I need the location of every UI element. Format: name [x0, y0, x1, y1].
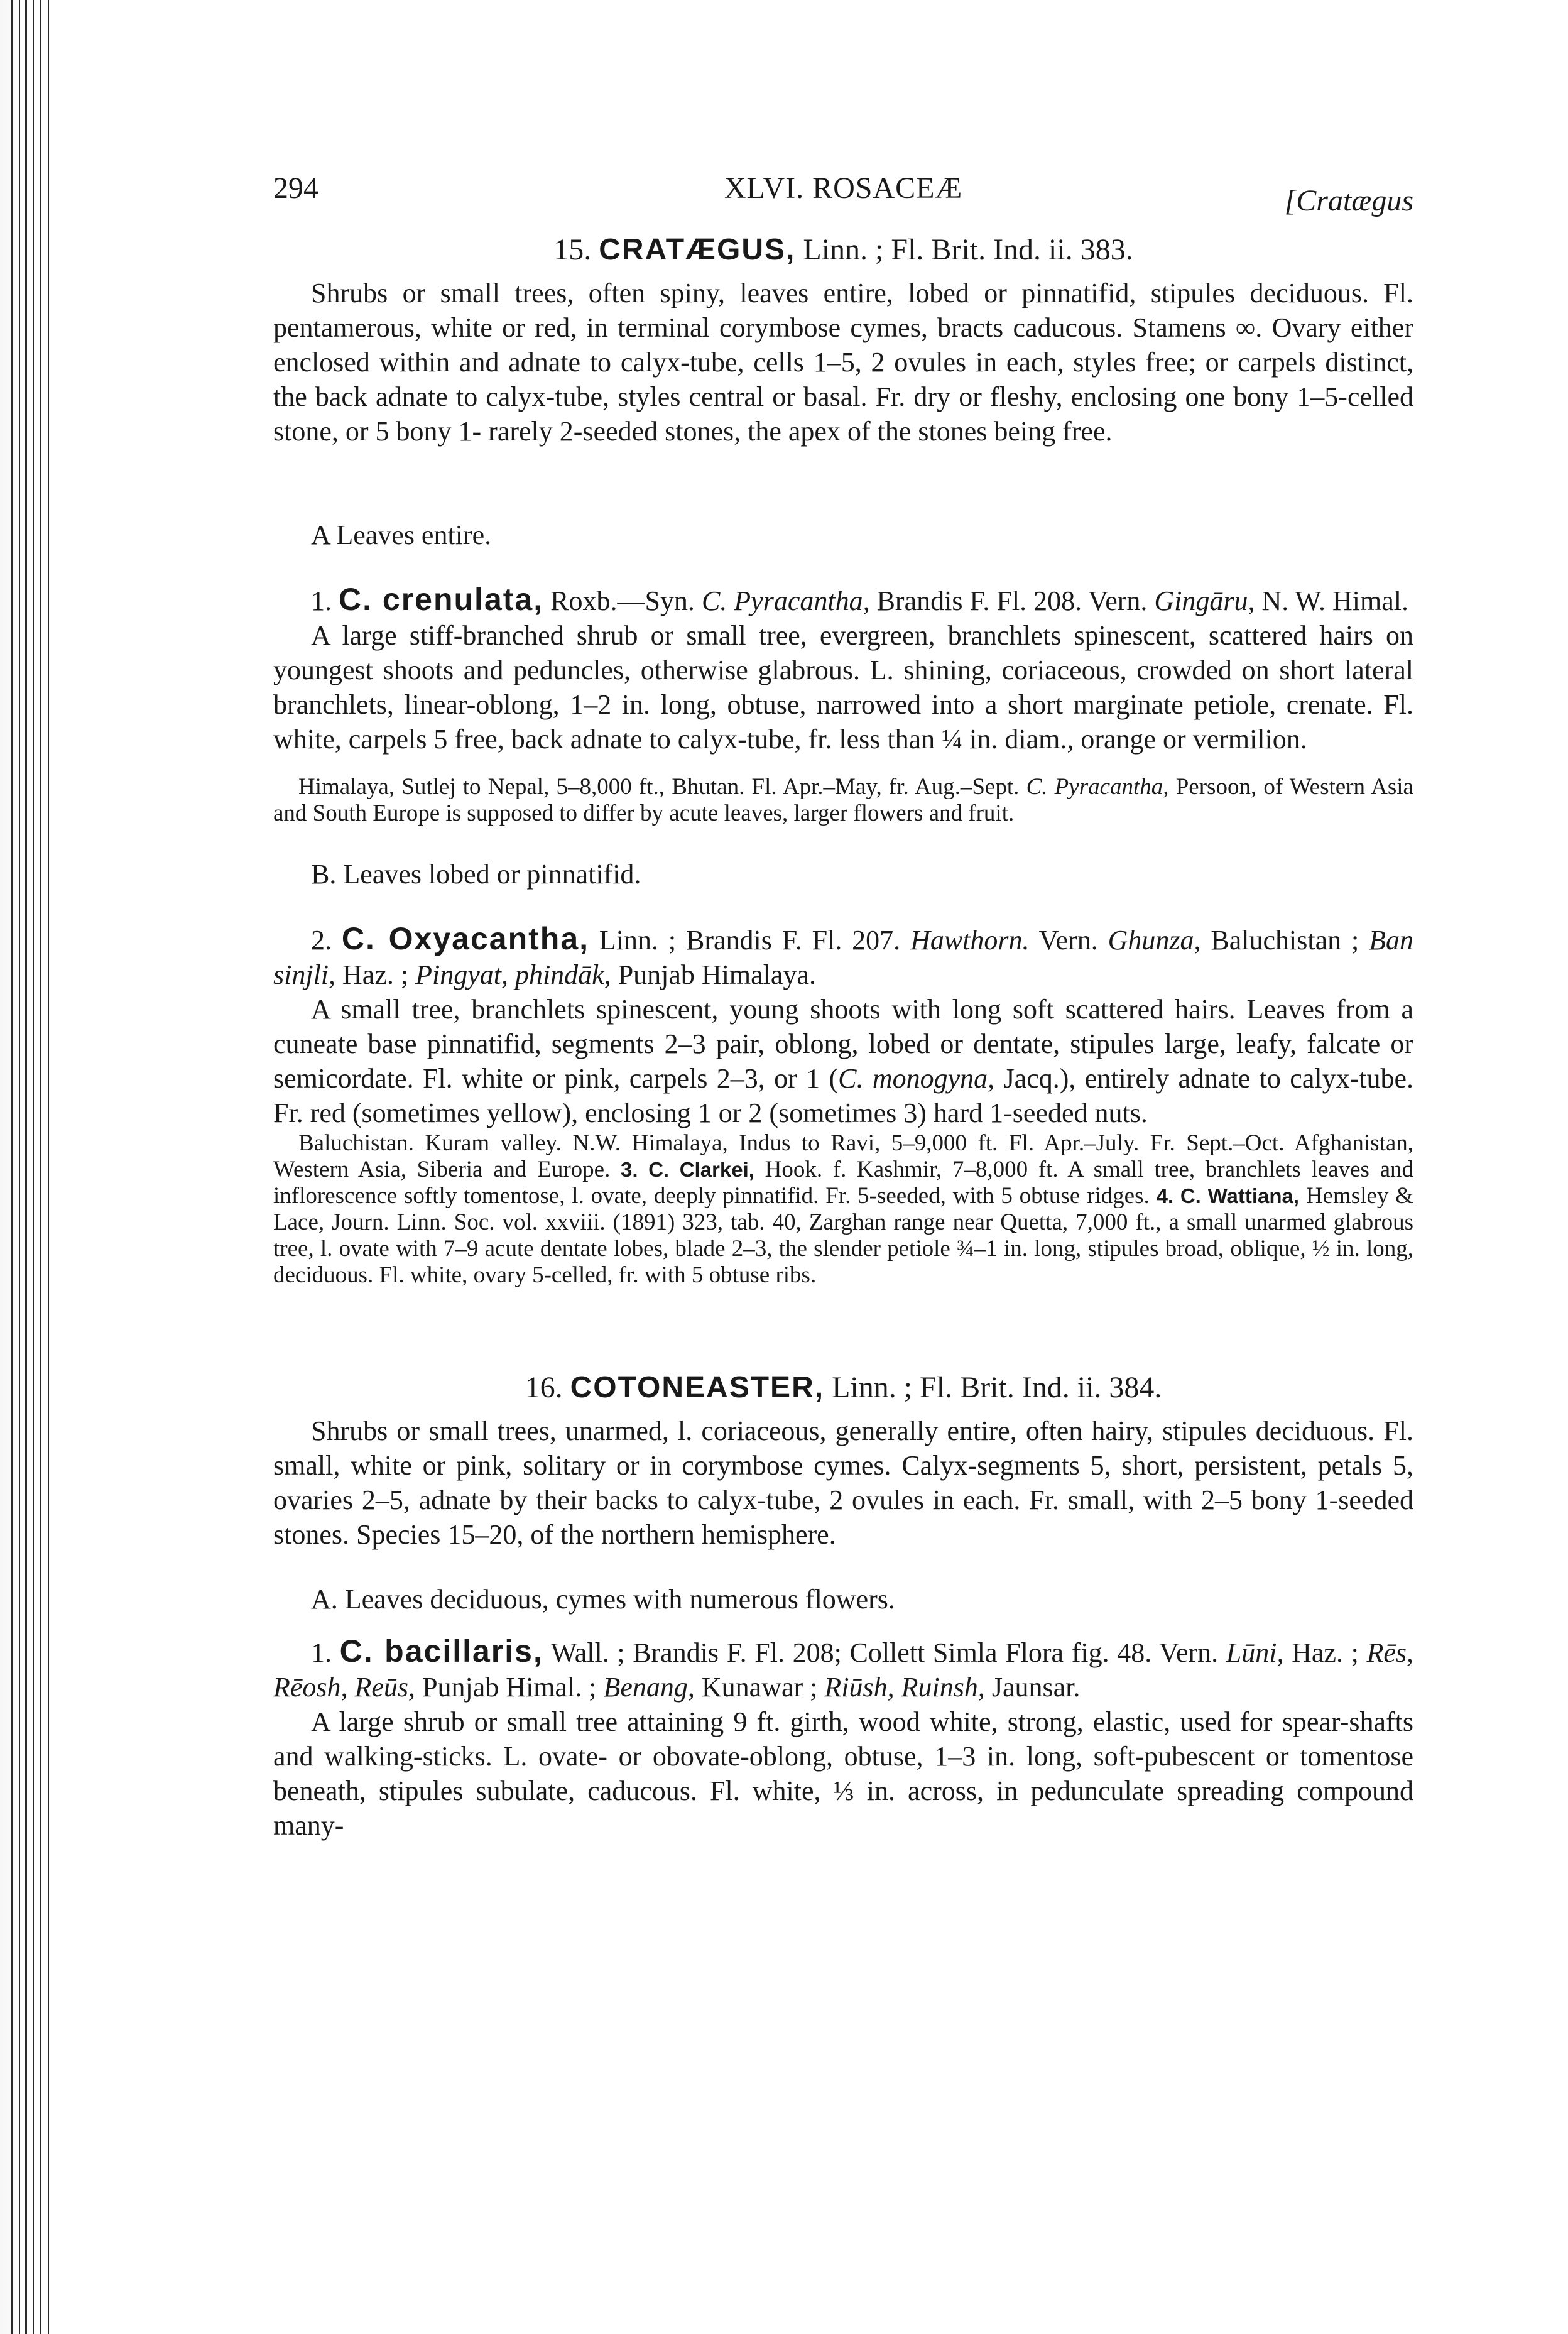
vernacular-name: Lūni,: [1226, 1637, 1284, 1668]
species-number: 1.: [311, 586, 332, 616]
chapter-title: XLVI. ROSACEÆ: [724, 172, 963, 205]
vernacular-name: Rēs, Rēosh, Reūs,: [273, 1637, 1413, 1703]
key-heading: A Leaves entire.: [311, 520, 492, 550]
genus-reference: Linn. ; Fl. Brit. Ind. ii. 384.: [832, 1371, 1162, 1404]
distribution-note: [273, 774, 1413, 827]
key-heading: B. Leaves lobed or pinnatifid.: [311, 859, 641, 890]
genus-heading-crataegus: [273, 232, 1413, 267]
key-heading: A. Leaves deciduous, cymes with numerous flowers.: [311, 1584, 895, 1615]
species-description: A large shrub or small tree attaining 9 ft. girth, wood white, strong, elastic, used for spear-shafts and walking-sticks. L. ovate- or obovate-oblong, obtuse, 1–3 in. long, soft-pubescent or tomentose beneath, stipules subulate, caducous. Fl. white, ⅓ in. across, in pedunculate spreading compound many-: [273, 1706, 1413, 1841]
genus-description: Shrubs or small trees, often spiny, leaves entire, lobed or pinnatifid, stipules deciduous. Fl. pentamerous, white or red, in terminal corymbose cymes, bracts caducous. Stamens ∞. Ovary either enclosed within and adnate to calyx-tube, cells 1–5, 2 ovules in each, styles free; or carpels distinct, the back adnate to calyx-tube, styles central or basal. Fr. dry or fleshy, enclosing one bony 1–5-celled stone, or 5 bony 1- rarely 2-seeded stones, the apex of the stones being free.: [273, 278, 1413, 447]
vernacular-location: Punjab Himalaya.: [618, 959, 816, 990]
note-text: Hook. f. Kashmir, 7–8,000 ft. A small tree, branchlets leaves and inflorescence softly tomentose, l. ovate, deeply pinnatifid. Fr. 5-seeded, with 5 obtuse ridges.: [273, 1157, 1414, 1209]
note-text: Hemsley & Lace, Journ. Linn. Soc. vol. xxviii. (1891) 323, tab. 40, Zarghan range near Quetta, 7,000 ft., a small unarmed glabrous tree, l. ovate with 7–9 acute dentate lobes, blade 2–3, the slender petiole ¾–1 in. long, stipules broad, oblique, ½ in. long, deciduous. Fl. white, ovary 5-celled, fr. with 5 obtuse ribs.: [273, 1183, 1414, 1288]
genus-name: COTONEASTER,: [570, 1371, 825, 1404]
page-binding-edge: [0, 0, 57, 2334]
note-text: Baluchistan. Kuram valley. N.W. Himalaya, Indus to Ravi, 5–9,000 ft. Fl. Apr.–July. Fr. Sept.–Oct. Afghanistan, Western Asia, Siberia and Europe.: [273, 1130, 1413, 1182]
common-name: Hawthorn.: [910, 925, 1030, 956]
species-reference: Linn. ; Brandis F. Fl. 207.: [599, 925, 901, 956]
note-text: Persoon, of Western Asia and South Europe is supposed to differ by acute leaves, larger flowers and fruit.: [273, 774, 1413, 826]
vernacular-name: Ghunza,: [1108, 925, 1201, 956]
note-species: 4. C. Wattiana,: [1156, 1184, 1300, 1208]
genus-name: CRATÆGUS,: [599, 233, 796, 266]
page-number: 294: [273, 172, 318, 205]
species-name: C. Oxyacantha,: [341, 921, 590, 956]
description-text: A small tree, branchlets spinescent, young shoots with long soft scattered hairs. Leaves from a cuneate base pinnatifid, segments 2–3 pair, oblong, lobed or dentate, stipules large, leafy, falcate or semicordate. Fl. white or pink, carpels 2–3, or 1 (: [273, 994, 1413, 1094]
vernacular-name: Benang,: [603, 1672, 695, 1703]
genus-number: 16.: [525, 1371, 563, 1404]
vernacular-name: Gingāru,: [1154, 586, 1255, 616]
vernacular-name: Ban sinjli,: [273, 925, 1414, 990]
vernacular-location: Haz. ;: [342, 959, 409, 990]
species-entry-crenulata: [273, 582, 1413, 618]
note-taxon: C. Pyracantha,: [1026, 774, 1169, 800]
vernacular-location: Jaunsar.: [991, 1672, 1081, 1703]
genus-description: Shrubs or small trees, unarmed, l. coriaceous, generally entire, often hairy, stipules deciduous. Fl. small, white or pink, solitary or in corymbose cymes. Calyx-segments 5, short, persistent, petals 5, ovaries 2–5, adnate by their backs to calyx-tube, 2 ovules in each. Fr. small, with 2–5 bony 1-seeded stones. Species 15–20, of the northern hemisphere.: [273, 1415, 1413, 1550]
species-reference: Brandis F. Fl. 208. Vern.: [876, 586, 1148, 616]
book-page: [273, 157, 1413, 1843]
species-authority: Roxb.—Syn.: [550, 586, 695, 616]
species-entry-oxyacantha: [273, 922, 1413, 992]
vernacular-label: Vern.: [1038, 925, 1098, 956]
species-entry-bacillaris: [273, 1634, 1413, 1704]
species-number: 1.: [311, 1637, 332, 1668]
species-number: 2.: [311, 925, 332, 956]
species-name: C. crenulata,: [339, 582, 544, 617]
distribution-note: [273, 1130, 1413, 1289]
species-description: A large stiff-branched shrub or small tree, evergreen, branchlets spinescent, scattered hairs on youngest shoots and peduncles, otherwise glabrous. L. shining, coriaceous, crowded on short lateral branchlets, linear-oblong, 1–2 in. long, obtuse, narrowed into a short marginate petiole, crenate. Fl. white, carpels 5 free, back adnate to calyx-tube, fr. less than ¼ in. diam., orange or vermilion.: [273, 620, 1413, 755]
note-text: Himalaya, Sutlej to Nepal, 5–8,000 ft., Bhutan. Fl. Apr.–May, fr. Aug.–Sept.: [298, 774, 1020, 800]
genus-number: 15.: [553, 233, 592, 266]
genus-reference: Linn. ; Fl. Brit. Ind. ii. 383.: [803, 233, 1133, 266]
vernacular-location: N. W. Himal.: [1261, 586, 1408, 616]
genus-heading-cotoneaster: [273, 1370, 1413, 1405]
vernacular-location: Haz. ;: [1292, 1637, 1359, 1668]
page-header: [273, 157, 1413, 232]
description-text: Jacq.), entirely adnate to calyx-tube. Fr. red (sometimes yellow), enclosing 1 or 2 (sometimes 3) hard 1-seeded nuts.: [273, 1063, 1413, 1128]
species-reference: Wall. ; Brandis F. Fl. 208; Collett Simla Flora fig. 48. Vern.: [550, 1637, 1219, 1668]
vernacular-name: Pingyat, phindāk,: [415, 959, 611, 990]
species-name: C. bacillaris,: [339, 1633, 543, 1669]
vernacular-location: Baluchistan ;: [1211, 925, 1359, 956]
vernacular-name: Riūsh, Ruinsh,: [824, 1672, 985, 1703]
vernacular-location: Kunawar ;: [701, 1672, 818, 1703]
description-taxon: C. monogyna,: [838, 1063, 995, 1094]
synonym: C. Pyracantha,: [701, 586, 870, 616]
vernacular-location: Punjab Himal. ;: [422, 1672, 597, 1703]
running-head: [Cratægus: [1284, 184, 1413, 217]
species-description: [273, 992, 1413, 1130]
note-species: 3. C. Clarkei,: [621, 1158, 754, 1181]
